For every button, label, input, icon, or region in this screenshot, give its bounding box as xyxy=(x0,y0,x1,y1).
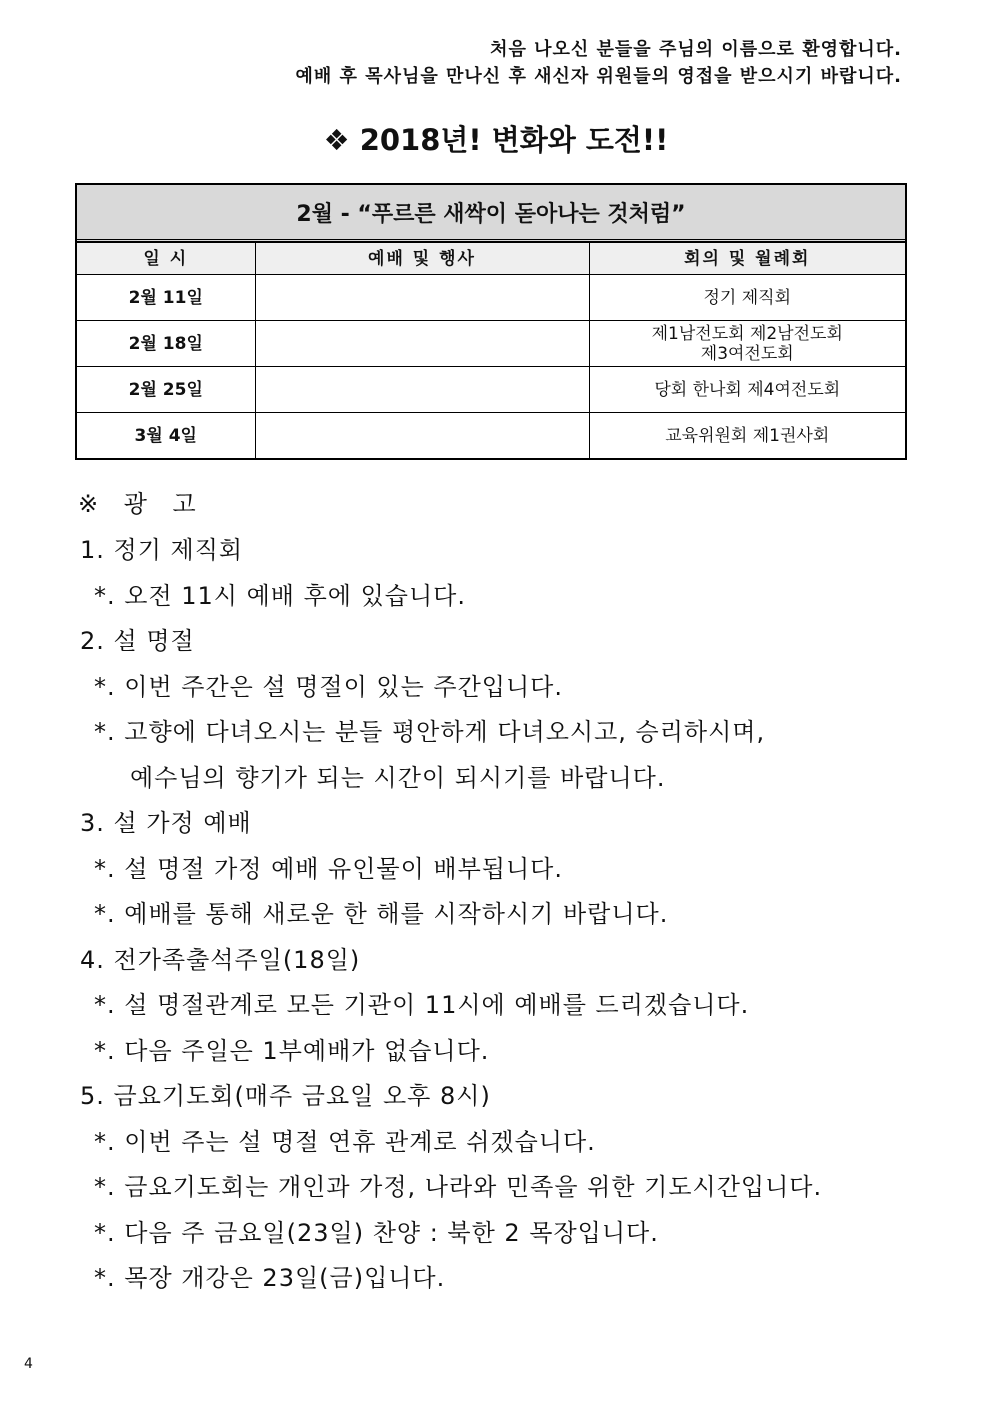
schedule-header-row xyxy=(77,243,905,275)
table-row xyxy=(77,367,905,413)
announcement-detail: *. 다음 주 금요일(23일) 찬양 : 북한 2 목장입니다. xyxy=(94,1218,659,1247)
meeting-line: 정기 제직회 xyxy=(703,287,791,308)
meeting-line: 제1남전도회 제2남전도회 xyxy=(651,323,843,344)
announcements xyxy=(78,480,938,1302)
announcements-title: ※ 광 고 xyxy=(78,490,205,518)
schedule-meeting xyxy=(589,367,905,413)
announcement-detail: *. 설 명절관계로 모든 기관이 11시에 예배를 드리겠습니다. xyxy=(94,991,750,1019)
table-row xyxy=(77,321,905,367)
announcement-detail-continued: 예수님의 향기가 되는 시간이 되시기를 바랍니다. xyxy=(130,763,666,792)
announcement-detail: *. 목장 개강은 23일(금)입니다. xyxy=(94,1264,446,1292)
schedule-date: 3월 4일 xyxy=(77,413,255,459)
welcome-line-1: 처음 나오신 분들을 주님의 이름으로 환영합니다. xyxy=(490,39,902,60)
announcement-detail: *. 설 명절 가정 예배 유인물이 배부됩니다. xyxy=(94,854,563,883)
table-row xyxy=(77,413,905,459)
welcome-line-2: 예배 후 목사님을 만나신 후 새신자 위원들의 영접을 받으시기 바랍니다. xyxy=(295,66,902,87)
schedule-meeting xyxy=(589,413,905,459)
announcement-detail: *. 이번 주는 설 명절 연휴 관계로 쉬겠습니다. xyxy=(94,1127,596,1156)
page-number: 4 xyxy=(24,1356,33,1372)
announcement-detail: *. 오전 11시 예배 후에 있습니다. xyxy=(94,581,466,610)
schedule-date: 2월 25일 xyxy=(77,367,255,413)
schedule-date: 2월 11일 xyxy=(77,275,255,321)
announcement-detail: *. 이번 주간은 설 명절이 있는 주간입니다. xyxy=(94,672,563,701)
schedule-meeting xyxy=(589,321,905,367)
table-row xyxy=(77,275,905,321)
announcement-detail: *. 고향에 다녀오시는 분들 평안하게 다녀오시고, 승리하시며, xyxy=(94,718,766,746)
column-header-event: 예배 및 행사 xyxy=(255,243,589,275)
announcement-item: 2. 설 명절 xyxy=(80,627,195,655)
meeting-line: 당회 한나회 제4여전도회 xyxy=(654,379,841,400)
schedule-event xyxy=(255,275,589,321)
page-title: ❖ 2018년! 변화와 도전!! xyxy=(323,123,669,157)
announcement-detail: *. 예배를 통해 새로운 한 해를 시작하시기 바랍니다. xyxy=(94,900,669,928)
schedule-event xyxy=(255,413,589,459)
announcement-item: 5. 금요기도회(매주 금요일 오후 8시) xyxy=(80,1082,491,1110)
announcement-item: 4. 전가족출석주일(18일) xyxy=(80,945,361,974)
meeting-line: 제3여전도회 xyxy=(700,343,794,364)
column-header-date: 일 시 xyxy=(77,243,255,275)
schedule-heading: 2월 - “푸르른 새싹이 돋아나는 것처럼” xyxy=(77,185,905,242)
meeting-line: 교육위원회 제1권사회 xyxy=(665,425,830,446)
announcement-detail: *. 금요기도회는 개인과 가정, 나라와 민족을 위한 기도시간입니다. xyxy=(94,1173,823,1201)
welcome-message xyxy=(296,36,903,90)
schedule-meeting xyxy=(589,275,905,321)
schedule-date: 2월 18일 xyxy=(77,321,255,367)
announcement-item: 1. 정기 제직회 xyxy=(80,536,244,564)
announcement-detail: *. 다음 주일은 1부예배가 없습니다. xyxy=(94,1036,490,1065)
announcement-item: 3. 설 가정 예배 xyxy=(80,809,252,837)
schedule-table xyxy=(75,183,907,460)
schedule-event xyxy=(255,367,589,413)
column-header-meeting: 회의 및 월례회 xyxy=(589,243,905,275)
schedule-event xyxy=(255,321,589,367)
